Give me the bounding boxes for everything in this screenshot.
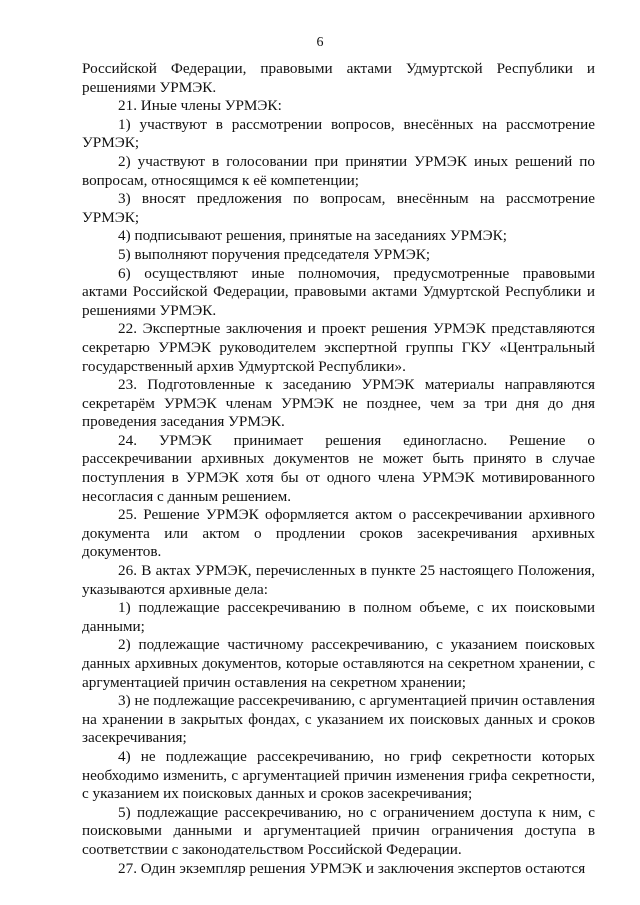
paragraph-21-item-2: 2) участвуют в голосовании при принятии УРМЭК иных решений по вопросам, относящимся к её компетенции; bbox=[82, 152, 595, 189]
document-body bbox=[82, 60, 595, 878]
paragraph-26-item-1: 1) подлежащие рассекречиванию в полном объеме, с их поисковыми данными; bbox=[82, 599, 595, 635]
paragraph-25: 25. Решение УРМЭК оформляется актом о рассекречивании архивного документа или актом о продлении сроков засекречивания архивных документов. bbox=[82, 506, 595, 561]
page-number: 6 bbox=[316, 35, 324, 50]
paragraph-26-item-3: 3) не подлежащие рассекречиванию, с аргументацией причин оставления на хранении в закрытых фондах, с указанием их поисковых данных и сроков засекречивания; bbox=[82, 692, 595, 747]
paragraph-21-item-3: 3) вносят предложения по вопросам, внесённым на рассмотрение УРМЭК; bbox=[82, 190, 595, 226]
paragraph-26-item-5: 5) подлежащие рассекречиванию, но с ограничением доступа к ним, с поисковыми данными и аргументацией причин ограничения доступа в соответствии с законодательством Российской Федерации. bbox=[82, 803, 595, 858]
paragraph-26: 26. В актах УРМЭК, перечисленных в пункте 25 настоящего Положения, указываются архивные дела: bbox=[82, 562, 595, 598]
paragraph-26-item-2: 2) подлежащие частичному рассекречиванию, с указанием поисковых данных архивных документов, которые оставляются на секретном хранении, с аргументацией причин оставления на секретном хранении; bbox=[82, 636, 595, 691]
paragraph-21-item-4: 4) подписывают решения, принятые на заседаниях УРМЭК; bbox=[118, 227, 507, 245]
paragraph-27: 27. Один экземпляр решения УРМЭК и заключения экспертов остаются bbox=[118, 859, 586, 877]
paragraph-21-item-5: 5) выполняют поручения председателя УРМЭК; bbox=[118, 245, 431, 263]
paragraph-21-item-1: 1) участвуют в рассмотрении вопросов, внесённых на рассмотрение УРМЭК; bbox=[82, 115, 595, 152]
paragraph-24: 24. УРМЭК принимает решения единогласно. Решение о рассекречивании архивных документов не может быть принято в случае поступления в УРМЭК хотя бы от одного члена УРМЭК мотивированного несогласия с данным решением. bbox=[82, 431, 595, 505]
paragraph-21: 21. Иные члены УРМЭК: bbox=[118, 97, 282, 115]
paragraph-23: 23. Подготовленные к заседанию УРМЭК материалы направляются секретарём УРМЭК членам УРМЭК не позднее, чем за три дня до дня проведения заседания УРМЭК. bbox=[82, 376, 595, 431]
paragraph-26-item-4: 4) не подлежащие рассекречиванию, но гриф секретности которых необходимо изменить, с аргументацией причин изменения грифа секретности, с указанием их поисковых данных и сроков засекречивания; bbox=[82, 747, 595, 803]
paragraph-continued: Российской Федерации, правовыми актами Удмуртской Республики и решениями УРМЭК. bbox=[82, 60, 595, 96]
paragraph-21-item-6: 6) осуществляют иные полномочия, предусмотренные правовыми актами Российской Федерации, правовыми актами Удмуртской Республики и решениями УРМЭК. bbox=[82, 264, 595, 319]
paragraph-22: 22. Экспертные заключения и проект решения УРМЭК представляются секретарю УРМЭК руководителем экспертной группы ГКУ «Центральный государственный архив Удмуртской Республики». bbox=[82, 320, 595, 375]
